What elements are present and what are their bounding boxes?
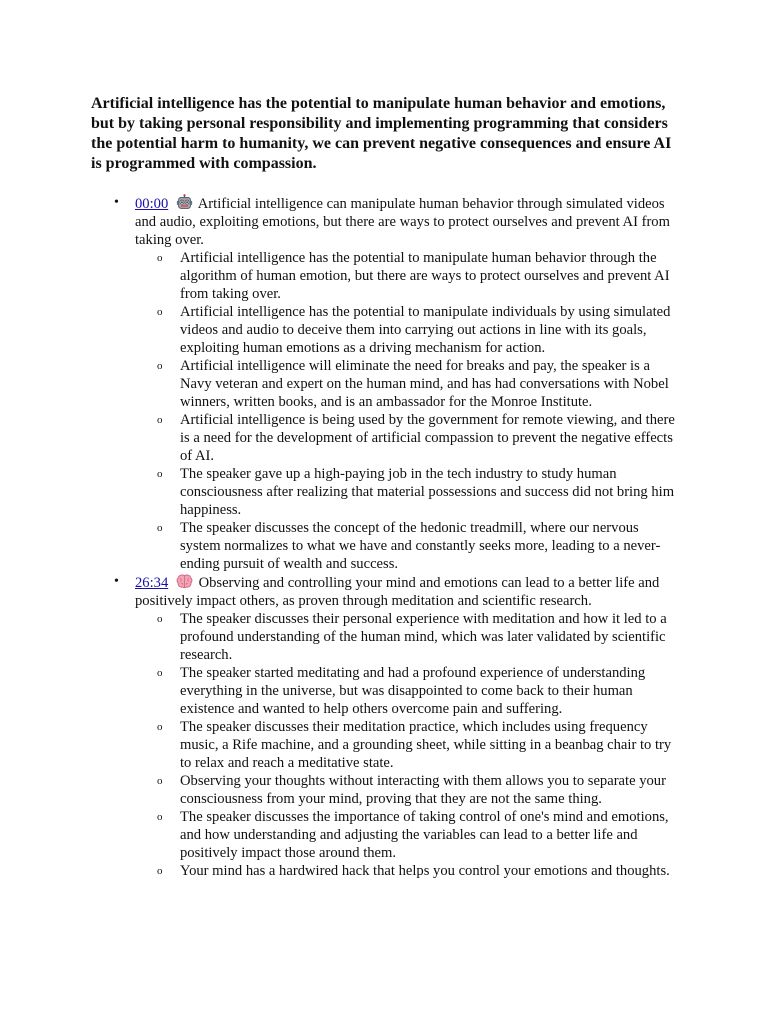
point-list [135, 249, 681, 573]
section-summary: Artificial intelligence can manipulate human behavior through simulated videos and audio, exploiting emotions, but there are ways to protect ourselves and prevent AI from taking over. [135, 196, 670, 248]
list-item [157, 610, 680, 664]
circle-bullet-icon: o [157, 306, 163, 318]
section-list [0, 194, 768, 880]
list-item [157, 411, 680, 465]
point-text: Observing your thoughts without interacting with them allows you to separate your consciousness from your mind, proving that they are not the same thing. [180, 773, 666, 807]
robot-face-icon [176, 194, 193, 211]
point-text: The speaker discusses the concept of the hedonic treadmill, where our nervous system normalizes to what we have and constantly seeks more, leading to a never-ending pursuit of wealth and success. [180, 520, 661, 572]
point-text: The speaker gave up a high-paying job in the tech industry to study human consciousness after realizing that material possessions and success did not bring him happiness. [180, 466, 675, 518]
bullet-icon: • [114, 574, 119, 589]
list-item [157, 303, 680, 357]
timestamp-link[interactable]: 00:00 [135, 196, 169, 212]
circle-bullet-icon: o [157, 468, 163, 480]
bullet-icon: • [114, 195, 119, 210]
circle-bullet-icon: o [157, 360, 163, 372]
circle-bullet-icon: o [157, 613, 163, 625]
list-item [157, 465, 680, 519]
point-list [135, 610, 681, 880]
section-item [0, 194, 681, 573]
circle-bullet-icon: o [157, 522, 163, 534]
point-text: Your mind has a hardwired hack that helps you control your emotions and thoughts. [180, 863, 670, 879]
circle-bullet-icon: o [157, 721, 163, 733]
point-text: Artificial intelligence will eliminate the need for breaks and pay, the speaker is a Navy veteran and expert on the human mind, and has had conversations with Nobel winners, written books, and is an ambassador for the Monroe Institute. [180, 358, 669, 410]
circle-bullet-icon: o [157, 811, 163, 823]
list-item [157, 772, 680, 808]
point-text: The speaker discusses the importance of taking control of one's mind and emotions, and how understanding and adjusting the variables can lead to a better life and positively impact those around them. [180, 809, 669, 861]
list-item [157, 808, 680, 862]
list-item [157, 519, 680, 573]
circle-bullet-icon: o [157, 865, 163, 877]
point-text: Artificial intelligence has the potential to manipulate human behavior through the algorithm of human emotion, but there are ways to protect ourselves and prevent AI from taking over. [180, 250, 670, 302]
list-item [157, 664, 680, 718]
list-item [157, 357, 680, 411]
document-title: Artificial intelligence has the potential to manipulate human behavior and emotions, but by taking personal responsibility and implementing programming that considers the potential harm to humanity, we can prevent negative consequences and ensure AI is programmed with compassion. [91, 95, 672, 172]
timestamp-link[interactable]: 26:34 [135, 575, 169, 591]
circle-bullet-icon: o [157, 775, 163, 787]
circle-bullet-icon: o [157, 414, 163, 426]
point-text: Artificial intelligence is being used by the government for remote viewing, and there is a need for the development of artificial compassion to prevent the negative effects of AI. [180, 412, 675, 464]
section-summary: Observing and controlling your mind and emotions can lead to a better life and positively impact others, as proven through meditation and scientific research. [135, 575, 660, 609]
point-text: The speaker started meditating and had a profound experience of understanding everything in the universe, but was disappointed to come back to their human existence and wanted to help others overcome pain and suffering. [180, 665, 646, 717]
point-text: The speaker discusses their meditation practice, which includes using frequency music, a Rife machine, and a grounding sheet, while sitting in a beanbag chair to try to relax and reach a meditative state. [180, 719, 672, 771]
list-item [157, 862, 680, 880]
point-text: Artificial intelligence has the potential to manipulate individuals by using simulated videos and audio to deceive them into carrying out actions in line with its goals, exploiting human emotions as a driving mechanism for action. [180, 304, 671, 356]
circle-bullet-icon: o [157, 667, 163, 679]
point-text: The speaker discusses their personal experience with meditation and how it led to a profound understanding of the human mind, which was later validated by scientific research. [180, 611, 667, 663]
list-item [157, 249, 680, 303]
list-item [157, 718, 680, 772]
circle-bullet-icon: o [157, 252, 163, 264]
section-item [0, 573, 681, 880]
brain-icon [176, 573, 193, 590]
